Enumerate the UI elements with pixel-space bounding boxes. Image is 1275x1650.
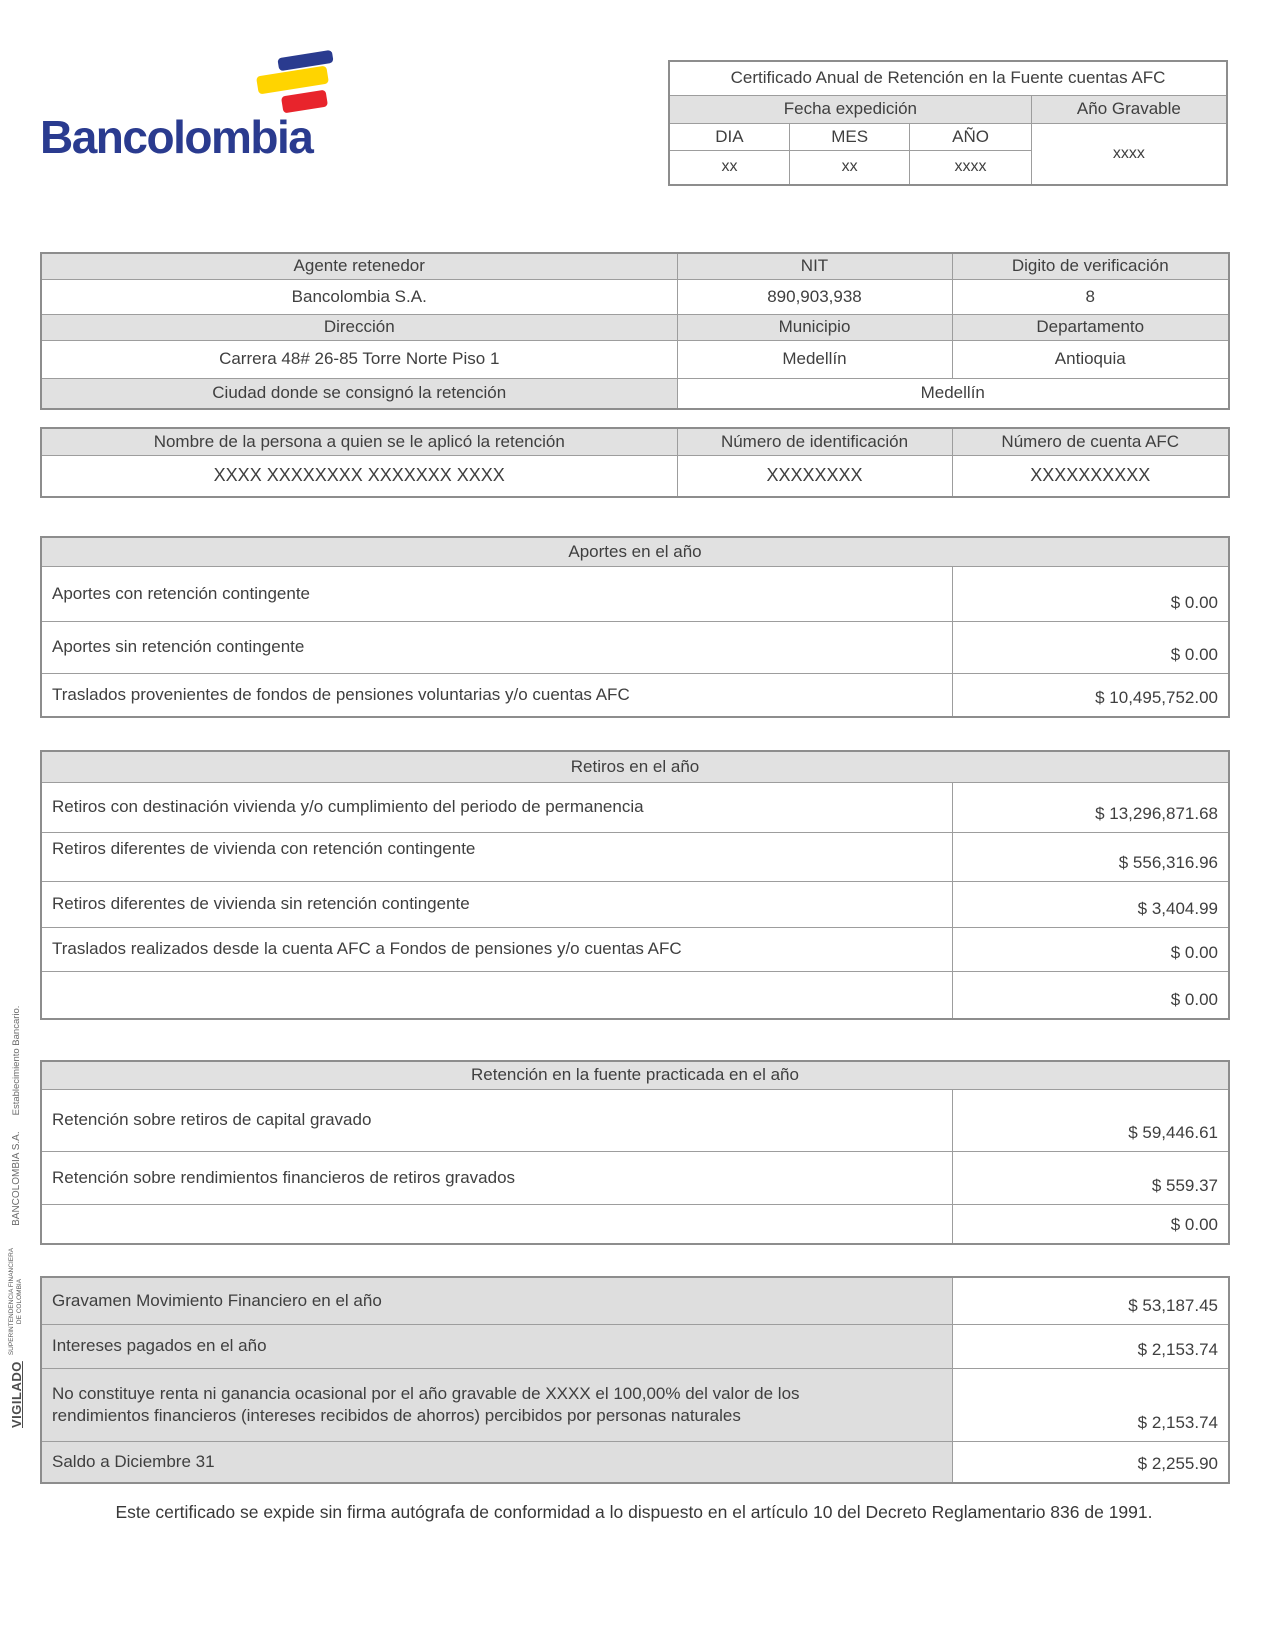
- resumen-row-value: $ 2,153.74: [952, 1324, 1229, 1368]
- retiros-row-label: Retiros diferentes de vivienda sin retención contingente: [41, 881, 952, 927]
- numero-identificacion-header: Número de identificación: [677, 428, 952, 455]
- persona-retencion-table: [40, 427, 1230, 498]
- retencion-fuente-table: [40, 1060, 1230, 1245]
- retiros-row-value: $ 3,404.99: [952, 881, 1229, 927]
- fecha-expedicion-header: Fecha expedición: [669, 95, 1031, 123]
- retiros-row-value: $ 0.00: [952, 971, 1229, 1019]
- aportes-row-label: Aportes con retención contingente: [41, 566, 952, 621]
- agente-retenedor-value: Bancolombia S.A.: [41, 279, 677, 314]
- superintendencia-line1: SUPERINTENDENCIA FINANCIERA: [8, 1247, 16, 1356]
- dia-value: xx: [669, 150, 789, 185]
- numero-cuenta-afc-header: Número de cuenta AFC: [952, 428, 1229, 455]
- retencion-row-value: $ 559.37: [952, 1151, 1229, 1204]
- ano-label: AÑO: [910, 123, 1031, 150]
- aportes-row-label: Traslados provenientes de fondos de pensiones voluntarias y/o cuentas AFC: [41, 673, 952, 717]
- digito-verificacion-header: Digito de verificación: [952, 253, 1229, 279]
- certificate-header-table: [668, 60, 1228, 186]
- superintendencia-label: [8, 1248, 24, 1355]
- resumen-row-value: $ 53,187.45: [952, 1277, 1229, 1324]
- direccion-value: Carrera 48# 26-85 Torre Norte Piso 1: [41, 340, 677, 378]
- aportes-section-title: Aportes en el año: [41, 537, 1229, 566]
- resumen-row-value: $ 2,255.90: [952, 1441, 1229, 1483]
- ano-gravable-header: Año Gravable: [1031, 95, 1227, 123]
- bancolombia-logo: [40, 48, 350, 164]
- establecimiento-bancario-label: Establecimiento Bancario.: [10, 1005, 22, 1116]
- agente-retenedor-table: [40, 252, 1230, 410]
- retencion-section-title: Retención en la fuente practicada en el año: [41, 1061, 1229, 1089]
- direccion-header: Dirección: [41, 314, 677, 340]
- nit-header: NIT: [677, 253, 952, 279]
- bancolombia-wordmark: Bancolombia: [40, 111, 313, 163]
- ano-gravable-value: xxxx: [1031, 123, 1227, 185]
- aportes-row-value: $ 10,495,752.00: [952, 673, 1229, 717]
- numero-identificacion-value: XXXXXXXX: [677, 455, 952, 497]
- retiros-table: [40, 750, 1230, 1020]
- retiros-row-value: $ 13,296,871.68: [952, 782, 1229, 832]
- retencion-row-value: $ 0.00: [952, 1204, 1229, 1244]
- retencion-row-label: Retención sobre rendimientos financieros de retiros gravados: [41, 1151, 952, 1204]
- ciudad-retencion-value: Medellín: [677, 378, 1229, 409]
- departamento-header: Departamento: [952, 314, 1229, 340]
- resumen-row-value: $ 2,153.74: [952, 1368, 1229, 1441]
- ano-value: xxxx: [910, 150, 1031, 185]
- nombre-persona-header: Nombre de la persona a quien se le aplicó la retención: [41, 428, 677, 455]
- aportes-row-value: $ 0.00: [952, 621, 1229, 673]
- retencion-row-value: $ 59,446.61: [952, 1089, 1229, 1151]
- footer-legal-text: Este certificado se expide sin firma autógrafa de conformidad a lo dispuesto en el artículo 10 del Decreto Reglamentario 836 de 1991.: [115, 1502, 1153, 1522]
- superintendencia-line2: DE COLOMBIA: [16, 1278, 23, 1325]
- vertical-regulatory-text: [4, 998, 28, 1428]
- numero-cuenta-afc-value: XXXXXXXXXX: [952, 455, 1229, 497]
- ciudad-retencion-header: Ciudad donde se consignó la retención: [41, 378, 677, 409]
- municipio-header: Municipio: [677, 314, 952, 340]
- retiros-row-label: Retiros diferentes de vivienda con retención contingente: [41, 832, 952, 881]
- nombre-persona-value: XXXX XXXXXXXX XXXXXXX XXXX: [41, 455, 677, 497]
- digito-verificacion-value: 8: [952, 279, 1229, 314]
- resumen-row-label: Gravamen Movimiento Financiero en el año: [41, 1277, 952, 1324]
- aportes-row-value: $ 0.00: [952, 566, 1229, 621]
- resumen-table: [40, 1276, 1230, 1484]
- departamento-value: Antioquia: [952, 340, 1229, 378]
- retiros-row-label: Retiros con destinación vivienda y/o cumplimiento del periodo de permanencia: [41, 782, 952, 832]
- agente-retenedor-header: Agente retenedor: [41, 253, 677, 279]
- nit-value: 890,903,938: [677, 279, 952, 314]
- retiros-row-label: [41, 971, 952, 1019]
- retiros-row-label: Traslados realizados desde la cuenta AFC a Fondos de pensiones y/o cuentas AFC: [41, 927, 952, 971]
- retencion-row-label: [41, 1204, 952, 1244]
- aportes-table: [40, 536, 1230, 718]
- retencion-row-label: Retención sobre retiros de capital gravado: [41, 1089, 952, 1151]
- vigilado-label: VIGILADO: [8, 1361, 24, 1428]
- resumen-row-label: No constituye renta ni ganancia ocasional por el año gravable de XXXX el 100,00% del valor de los rendimientos financieros (intereses recibidos de ahorros) percibidos por personas naturales: [41, 1368, 952, 1441]
- resumen-row-label: Saldo a Diciembre 31: [41, 1441, 952, 1483]
- certificate-title: Certificado Anual de Retención en la Fuente cuentas AFC: [669, 61, 1227, 95]
- municipio-value: Medellín: [677, 340, 952, 378]
- retiros-section-title: Retiros en el año: [41, 751, 1229, 782]
- retiros-row-value: $ 556,316.96: [952, 832, 1229, 881]
- retiros-row-value: $ 0.00: [952, 927, 1229, 971]
- mes-label: MES: [789, 123, 909, 150]
- mes-value: xx: [789, 150, 909, 185]
- resumen-row-label: Intereses pagados en el año: [41, 1324, 952, 1368]
- dia-label: DIA: [669, 123, 789, 150]
- aportes-row-label: Aportes sin retención contingente: [41, 621, 952, 673]
- bancolombia-sa-label: BANCOLOMBIA S.A.: [10, 1131, 22, 1226]
